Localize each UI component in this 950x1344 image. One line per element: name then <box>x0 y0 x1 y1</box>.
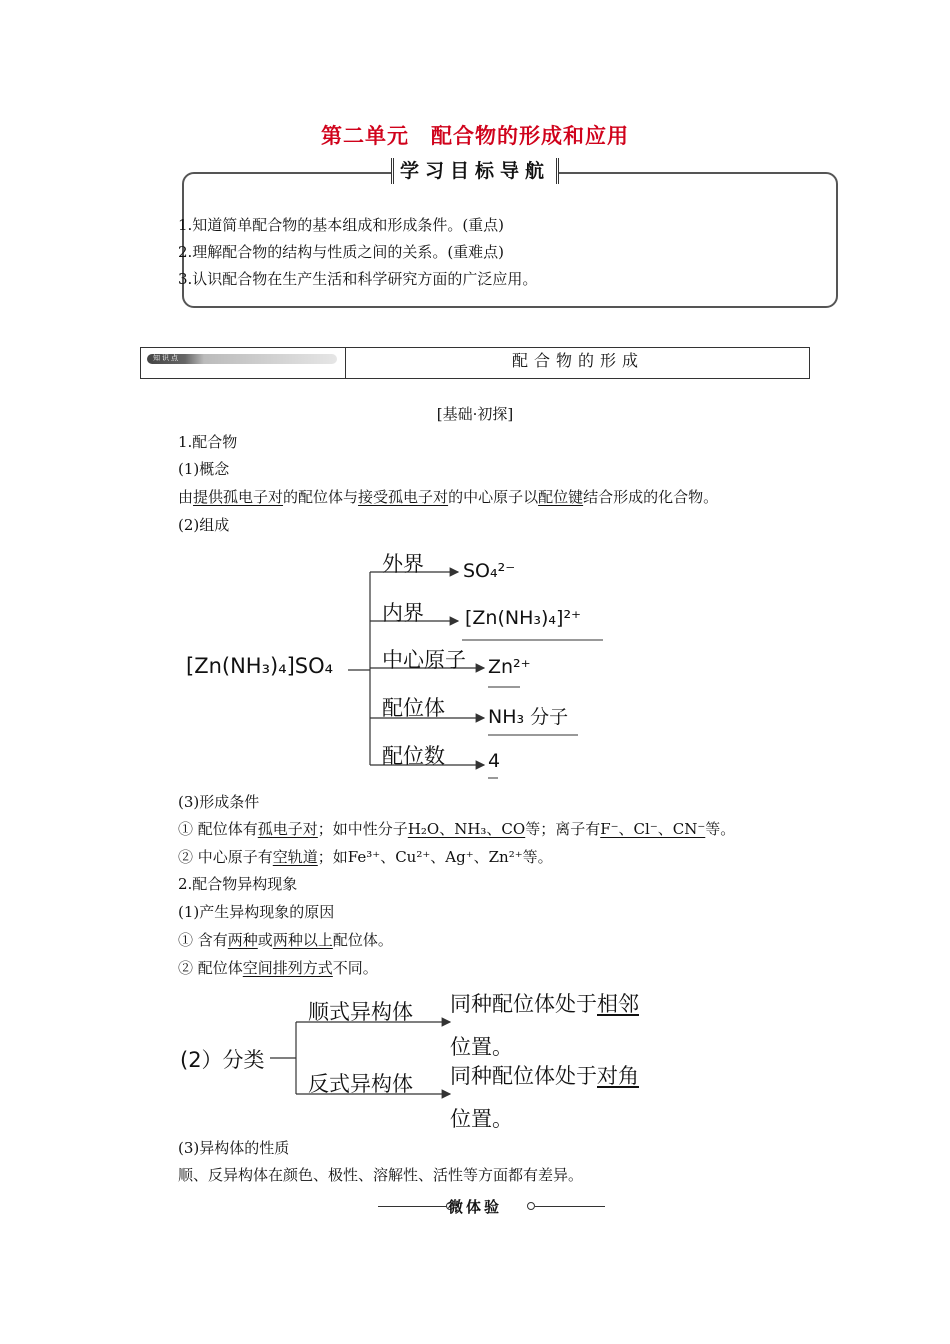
blank-answer: 两种 <box>227 931 258 949</box>
knowledge-point-tag-text: 知识点 <box>153 354 180 362</box>
heading-composition: (2)组成 <box>178 516 230 534</box>
branch-value: SO₄²⁻ <box>463 560 516 582</box>
heading-conditions: (3)形成条件 <box>178 793 260 811</box>
knowledge-point-title: 配合物的形成 <box>511 351 644 370</box>
condition-1: ① 配位体有孤电子对；如中性分子H₂O、NH₃、CO等；离子有F⁻、Cl⁻、CN⁻等。 <box>178 820 736 838</box>
isomer-desc-tail: 位置。 <box>450 1035 513 1059</box>
learning-goals-heading-text: 学习目标导航 <box>391 158 559 184</box>
branch-value: Zn²⁺ <box>488 656 531 678</box>
blank-answer: H₂O、NH₃、CO <box>407 820 526 838</box>
branch-label: 配位数 <box>382 744 445 768</box>
page-title: 第二单元 配合物的形成和应用 <box>321 124 629 148</box>
isomer-name: 反式异构体 <box>308 1072 413 1096</box>
micro-experience-heading: 微体验 <box>447 1198 502 1216</box>
heading-cause: (1)产生异构现象的原因 <box>178 903 335 921</box>
branch-label: 内界 <box>382 601 424 625</box>
blank-answer: 对角 <box>597 1064 639 1088</box>
heading-isomerism: 2.配合物异构现象 <box>178 875 298 893</box>
blank-answer: 空间排列方式 <box>242 959 333 977</box>
goal-item: 3.认识配合物在生产生活和科学研究方面的广泛应用。 <box>178 270 538 288</box>
branch-label: 配位体 <box>382 696 445 720</box>
divider-line <box>535 1206 605 1207</box>
branch-value: NH₃ 分子 <box>488 706 569 728</box>
heading-concept: (1)概念 <box>178 460 230 478</box>
condition-2: ② 中心原子有空轨道；如Fe³⁺、Cu²⁺、Ag⁺、Zn²⁺等。 <box>178 848 553 866</box>
branch-label: 外界 <box>382 552 424 576</box>
goal-item: 1.知道简单配合物的基本组成和形成条件。(重点) <box>178 216 505 234</box>
properties-text: 顺、反异构体在颜色、极性、溶解性、活性等方面都有差异。 <box>178 1166 584 1184</box>
blank-answer: 两种以上 <box>272 931 333 949</box>
divider-circle-icon <box>527 1202 535 1210</box>
learning-goals-heading <box>0 158 950 184</box>
blank-answer: 提供孤电子对 <box>193 488 284 506</box>
branch-label: 中心原子 <box>382 648 466 672</box>
blank-answer: 空轨道 <box>272 848 318 866</box>
blank-answer: 接受孤电子对 <box>358 488 449 506</box>
cause-1: ① 含有两种或两种以上配位体。 <box>178 931 393 949</box>
branch-value: [Zn(NH₃)₄]²⁺ <box>465 607 582 629</box>
diagram-root: [Zn(NH₃)₄]SO₄ <box>186 654 334 678</box>
blank-answer: 孤电子对 <box>257 820 318 838</box>
concept-text: 由提供孤电子对的配位体与接受孤电子对的中心原子以配位键结合形成的化合物。 <box>178 488 719 506</box>
blank-answer: 相邻 <box>597 992 639 1016</box>
branch-value: 4 <box>488 750 501 772</box>
goal-item: 2.理解配合物的结构与性质之间的关系。(重难点) <box>178 243 505 261</box>
isomer-name: 顺式异构体 <box>308 1000 413 1024</box>
isomer-desc: 同种配位体处于相邻 <box>450 992 639 1016</box>
heading-complex: 1.配合物 <box>178 433 238 451</box>
heading-properties: (3)异构体的性质 <box>178 1139 290 1157</box>
isomer-desc: 同种配位体处于对角 <box>450 1064 639 1088</box>
blank-answer: F⁻、Cl⁻、CN⁻ <box>600 820 706 838</box>
cause-2: ② 配位体空间排列方式不同。 <box>178 959 378 977</box>
blank-answer: 配位键 <box>538 488 584 506</box>
classification-label: (2）分类 <box>180 1048 265 1072</box>
section-label: [基础·初探] <box>436 405 514 423</box>
isomer-desc-tail: 位置。 <box>450 1107 513 1131</box>
